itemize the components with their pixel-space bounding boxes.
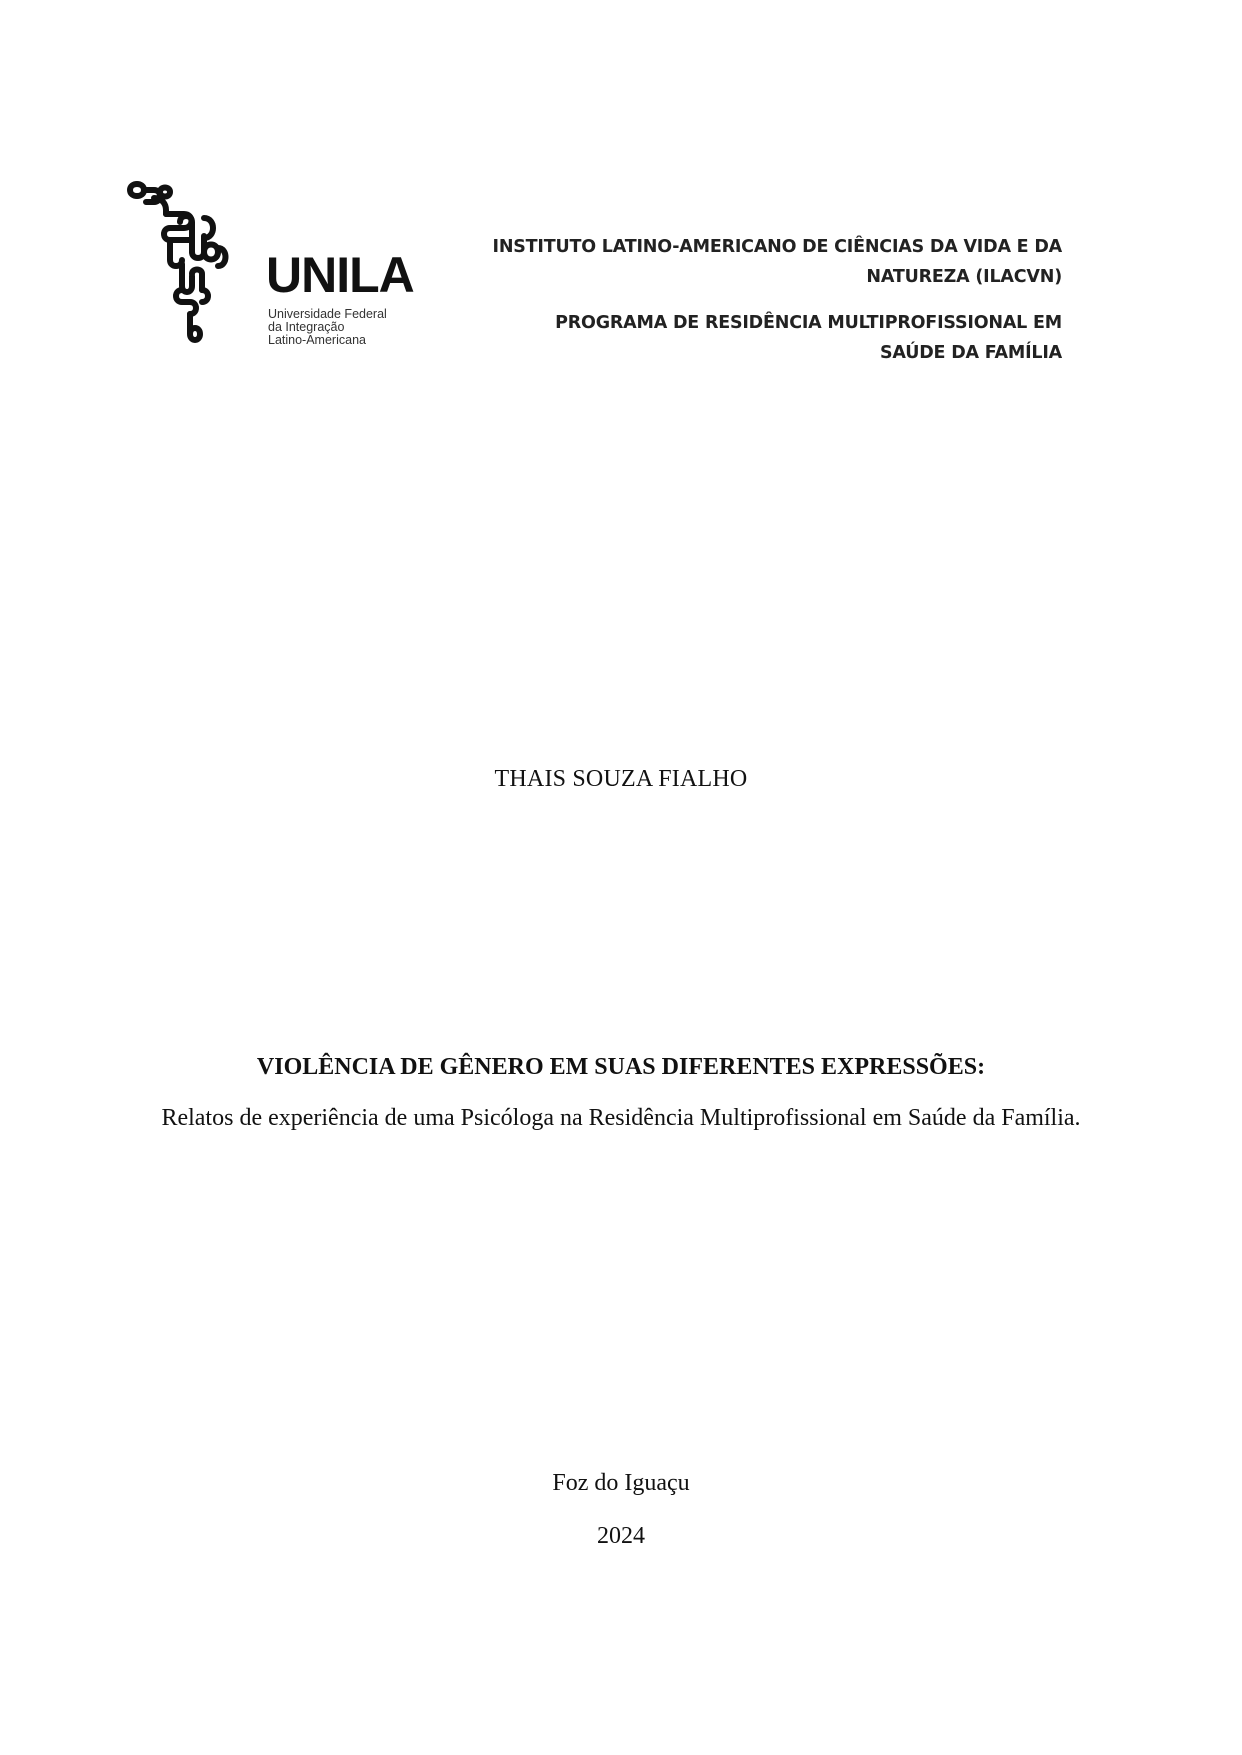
institution-header <box>422 232 1062 292</box>
institution-line: NATUREZA (ILACVN) <box>866 267 1062 287</box>
unila-logo <box>120 178 420 368</box>
program-header <box>422 308 1062 368</box>
logo-subtitle-line: Universidade Federal <box>268 307 387 321</box>
year: 2024 <box>597 1523 645 1549</box>
city: Foz do Iguaçu <box>552 1470 690 1496</box>
program-line: SAÚDE DA FAMÍLIA <box>880 343 1062 363</box>
logo-subtitle-line: da Integração <box>268 320 345 334</box>
document-title: VIOLÊNCIA DE GÊNERO EM SUAS DIFERENTES EXPRESSÕES: <box>256 1054 986 1080</box>
institution-line: INSTITUTO LATINO-AMERICANO DE CIÊNCIAS DA VIDA E DA <box>492 237 1062 257</box>
logo-wordmark: UNILA <box>266 247 414 303</box>
logo-subtitle-line: Latino-Americana <box>268 333 366 347</box>
unila-map-logo-icon <box>120 178 270 368</box>
author-name: THAIS SOUZA FIALHO <box>494 766 748 792</box>
document-subtitle: Relatos de experiência de uma Psicóloga na Residência Multiprofissional em Saúde da Família. <box>161 1105 1081 1131</box>
logo-subtitle <box>268 308 387 347</box>
program-line: PROGRAMA DE RESIDÊNCIA MULTIPROFISSIONAL EM <box>555 313 1062 333</box>
